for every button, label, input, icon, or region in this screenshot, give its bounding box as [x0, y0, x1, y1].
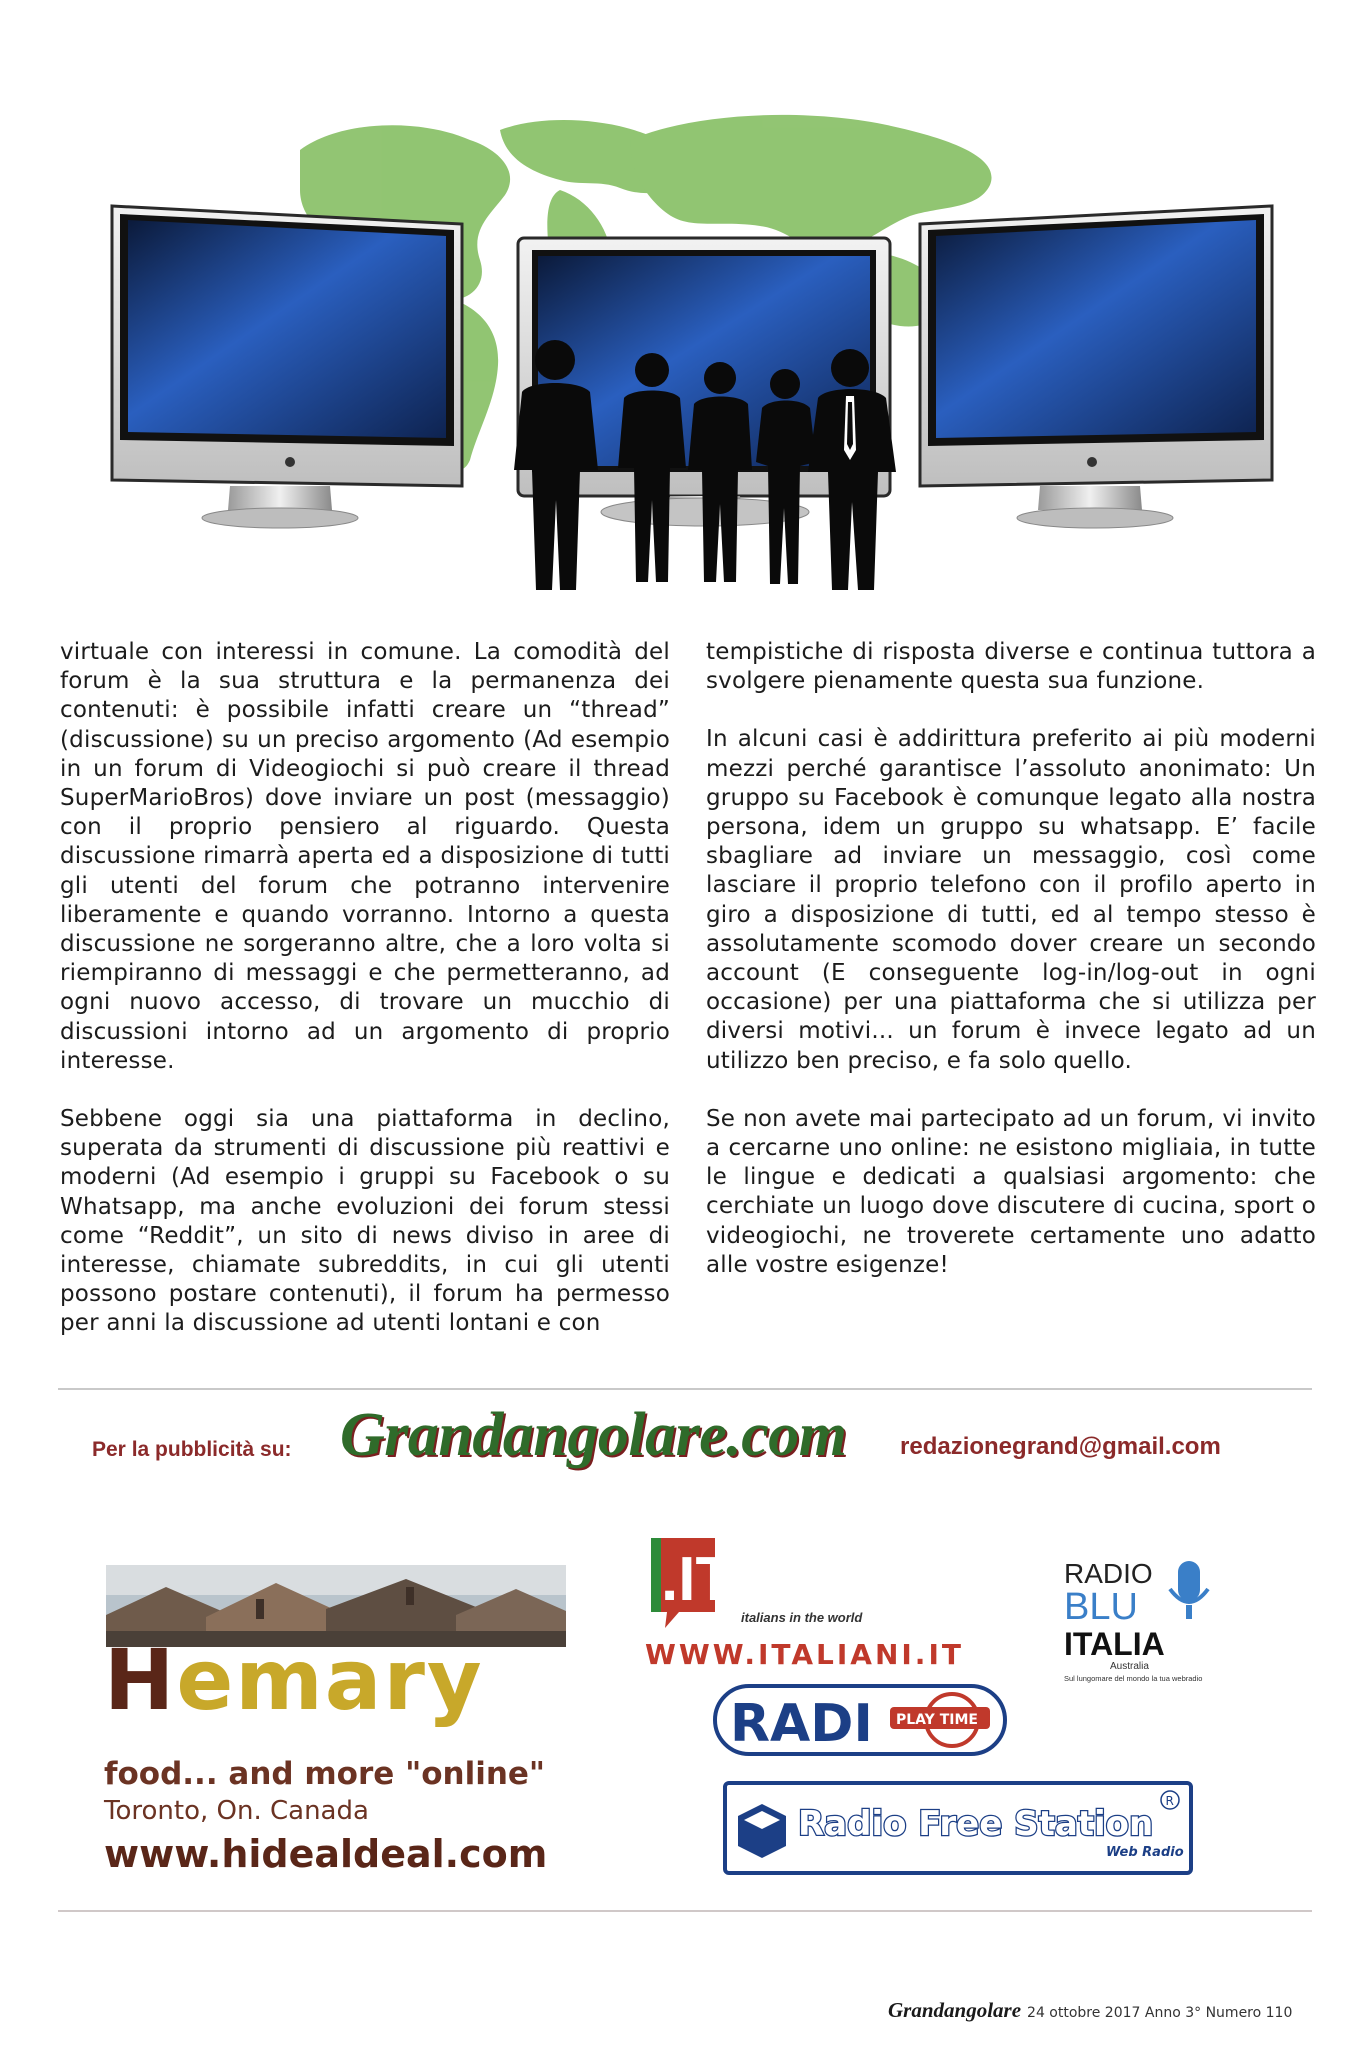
hemary-url[interactable]: www.hidealdeal.com [104, 1832, 548, 1876]
article-paragraph: Se non avete mai partecipato ad un forum, vi invito a cercarne uno online: ne esistono migliaia, in tutte le lingue e dedicati a qualsiasi argomento: che cerchiate un luogo dove discutere di cucina, sport o videogiochi, ne troverete certamente uno adatto alle vostre esigenze! [706, 1105, 1316, 1278]
radio-blu-line4: Australia [1110, 1661, 1149, 1672]
italiani-logo[interactable] [645, 1532, 936, 1642]
article-column-right [706, 638, 1316, 1309]
radio-blu-line3: ITALIA [1064, 1626, 1165, 1662]
radio-free-station-name: Radio Free Station [798, 1804, 1154, 1844]
radio-free-station-logo[interactable] [722, 1780, 1194, 1876]
radio-blu-tagline: Sul lungomare del mondo la tua webradio [1064, 1674, 1203, 1683]
advertising-email[interactable]: redazionegrand@gmail.com [900, 1433, 1221, 1460]
registered-mark: R [1165, 1794, 1174, 1808]
italiani-subtitle: italians in the world [741, 1610, 863, 1625]
italiani-logo-text: .ITALIANI [661, 1545, 936, 1614]
italiani-url[interactable]: WWW.ITALIANI.IT [645, 1638, 964, 1671]
hemary-logo-rest: emary [176, 1631, 484, 1729]
article-paragraph: In alcuni casi è addirittura preferito ai più moderni mezzi perché garantisce l’assoluto anonimato: Un gruppo su Facebook è comunque legato alla nostra persona, idem un gruppo su whatsapp. E’ facile sbagliare ad inviare un messaggio, così come lasciare il proprio telefono con il profilo aperto in giro a disposizione di tutti, ed al tempo stesso è assolutamente scomodo dover creare un secondo account (E conseguente log-in/log-out in ogni occasione) per una piattaforma che si utilizza per diversi motivi... un forum è invece legato ad un utilizzo ben preciso, e fa solo quello. [706, 726, 1316, 1074]
monitor-right [920, 206, 1272, 528]
article-column-left [60, 638, 670, 1368]
radio-blu-line2: BLU [1064, 1586, 1138, 1628]
article-paragraph: virtuale con interessi in comune. La comodità del forum è la sua struttura e la permanenza dei contenuti: è possibile infatti creare un “thread” (discussione) su un preciso argomento (Ad esempio in un forum di Videogiochi si può creare il thread SuperMarioBros) dove inviare un post (messaggio) con il proprio pensiero al riguardo. Questa discussione rimarrà aperta ed a disposizione di tutti gli utenti del forum che potranno intervenire liberamente e quando vorranno. Intorno a questa discussione ne sorgeranno altre, che a loro volta si riempiranno di messaggi e che permetteranno, ad ogni nuovo accesso, di trovare un mucchio di discussioni intorno ad un argomento di proprio interesse. [60, 639, 670, 1074]
advertising-label: Per la pubblicità su: [92, 1438, 292, 1461]
radio-free-station-sub: Web Radio [1106, 1845, 1184, 1860]
monitor-left [112, 206, 462, 528]
page-footer [888, 1998, 1292, 2023]
article-paragraph: tempistiche di risposta diverse e continua tuttora a svolgere pienamente questa sua funzione. [706, 639, 1316, 695]
radio-blu-line1: RADIO [1064, 1558, 1153, 1589]
radio-blu-italia-logo[interactable] [1060, 1555, 1220, 1685]
hemary-logo-h: H [104, 1631, 177, 1729]
hemary-tagline: food... and more "online" [104, 1756, 546, 1792]
radio-playtime-text: RADI [730, 1694, 873, 1754]
footer-brand: Grandangolare [888, 1998, 1022, 2022]
hero-illustration [0, 0, 1371, 620]
article-paragraph: Sebbene oggi sia una piattaforma in declino, superata da strumenti di discussione più reattivi e moderni (Ad esempio i gruppi su Facebook o su Whatsapp, ma anche evoluzioni dei forum stessi come “Reddit”, un sito di news diviso in aree di interesse, chiamate subreddits, in cui gli utenti possono postare contenuti), il forum ha permesso per anni la discussione ad utenti lontani e con [60, 1106, 670, 1337]
radio-playtime-badge: PLAY TIME [896, 1712, 978, 1728]
hemary-location: Toronto, On. Canada [104, 1796, 369, 1826]
microphone-icon [1170, 1561, 1208, 1619]
hemary-logo [104, 1631, 484, 1729]
radio-playtime-logo[interactable] [712, 1683, 1008, 1757]
divider [58, 1388, 1312, 1390]
divider [58, 1910, 1312, 1912]
footer-issue: 24 ottobre 2017 Anno 3° Numero 110 [1027, 2005, 1293, 2021]
advertising-site-logo[interactable]: Grandangolare.com [340, 1401, 847, 1469]
